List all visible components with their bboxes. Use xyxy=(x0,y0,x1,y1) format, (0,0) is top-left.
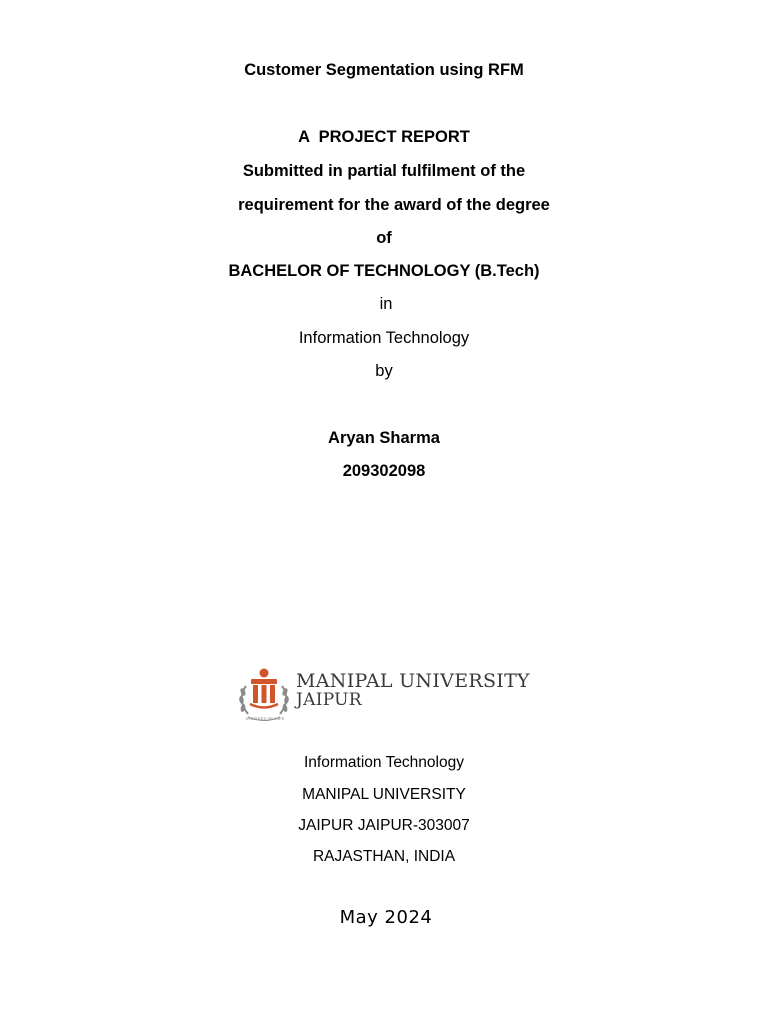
submission-line-3: of xyxy=(376,229,392,247)
student-id: 209302098 xyxy=(342,462,426,480)
student-name: Aryan Sharma xyxy=(328,429,440,447)
logo-university-name: MANIPAL UNIVERSITY xyxy=(296,670,530,692)
report-heading: A PROJECT REPORT xyxy=(298,128,470,146)
submission-line-2: requirement for the award of the degree xyxy=(238,196,550,214)
logo-city-name: JAIPUR xyxy=(296,690,362,710)
branch-name: Information Technology xyxy=(298,329,470,347)
address-university: MANIPAL UNIVERSITY xyxy=(302,786,466,803)
university-logo xyxy=(236,664,536,724)
report-date: May 2024 xyxy=(339,907,433,928)
in-text: in xyxy=(379,295,393,313)
university-emblem-icon xyxy=(236,664,292,724)
submission-line-1: Submitted in partial fulfilment of the xyxy=(242,162,526,180)
address-state: RAJASTHAN, INDIA xyxy=(312,848,456,865)
degree-name: BACHELOR OF TECHNOLOGY (B.Tech) xyxy=(228,262,540,280)
address-city: JAIPUR JAIPUR-303007 xyxy=(298,817,470,834)
logo-tagline: INSPIRED BY LIFE xyxy=(245,716,285,721)
by-text: by xyxy=(375,362,393,380)
address-department: Information Technology xyxy=(304,754,464,771)
project-title: Customer Segmentation using RFM xyxy=(244,61,524,79)
